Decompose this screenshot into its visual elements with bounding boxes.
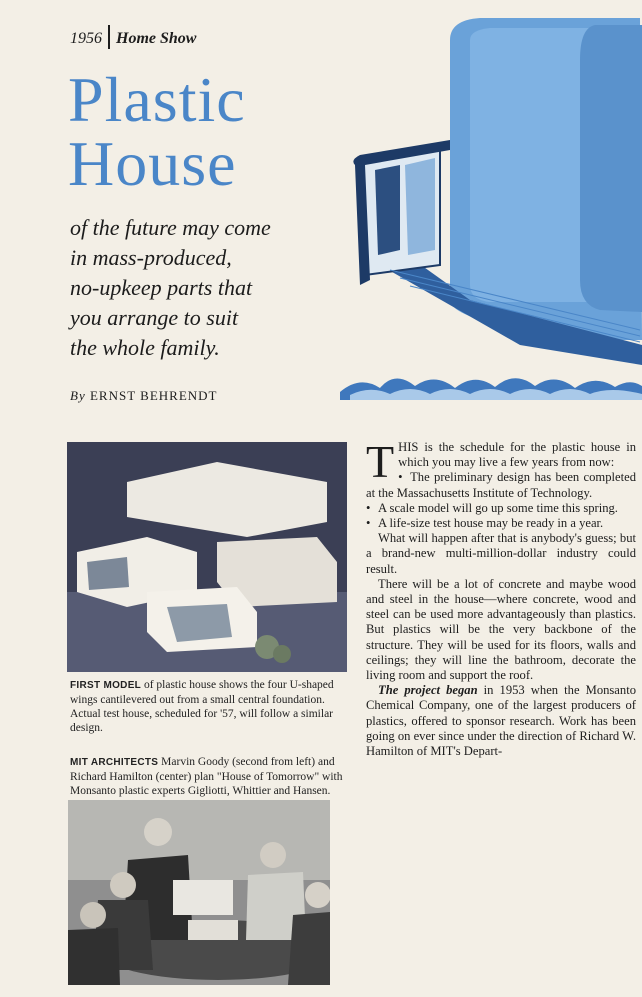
byline-by: By bbox=[70, 388, 86, 403]
body-bullet bbox=[366, 501, 636, 516]
header-section: Home Show bbox=[116, 30, 197, 47]
header-divider bbox=[108, 25, 110, 49]
body-paragraph: What will happen after that is anybody's guess; but a brand-new multi-million-dollar industry could result. bbox=[366, 531, 636, 576]
mit-architects-caption bbox=[70, 755, 346, 798]
first-model-photo bbox=[67, 442, 347, 672]
plastic-house-illustration bbox=[340, 0, 642, 400]
drop-cap: T bbox=[366, 436, 395, 487]
paragraph-text: in 1953 when the Monsanto Chemical Company, one of the largest producers of plastics, offered to sponsor research. Work has been going on ever since under the direction of Richard W. Hamilton of MIT's Depart- bbox=[366, 683, 636, 759]
body-bullet bbox=[366, 470, 636, 500]
body-paragraph bbox=[366, 683, 636, 759]
dek-line: you arrange to suit bbox=[70, 305, 239, 330]
mit-architects-photo bbox=[68, 800, 330, 985]
dek-line: no-upkeep parts that bbox=[70, 275, 253, 300]
paragraph-lead: The project began bbox=[378, 683, 478, 698]
page-header bbox=[70, 25, 196, 49]
bullet-text: A scale model will go up some time this spring. bbox=[378, 500, 618, 515]
article-dek bbox=[70, 213, 360, 363]
caption-text: Marvin Goody (second from left) and Richard Hamilton (center) plan "House of Tomorrow" with Monsanto plastic experts Gigliotti, Whittier and Hansen. bbox=[70, 756, 343, 797]
bullet-glyph: • bbox=[366, 516, 371, 531]
dek-line: of the future may come bbox=[70, 215, 271, 240]
title-line-1: Plastic bbox=[68, 64, 246, 135]
caption-text: of plastic house shows the four U-shaped wings cantilevered out from a small central foundation. Actual test house, scheduled for '57, will follow a similar design. bbox=[70, 679, 334, 734]
caption-lead: MIT ARCHITECTS bbox=[70, 757, 159, 768]
article-title bbox=[68, 64, 246, 199]
bullet-text: The preliminary design has been completed at the Massachusetts Institute of Technology. bbox=[366, 470, 636, 500]
body-paragraph: There will be a lot of concrete and maybe wood and steel in the house—where concrete, wood and steel can be used more advantageously than plastics. But plastics will be the very backbone of the structure. They will be used for its floors, walls and ceilings; they will line the bathroom, decorate the living room and support the roof. bbox=[366, 576, 636, 683]
first-model-caption bbox=[70, 678, 346, 735]
article-body bbox=[366, 436, 636, 759]
dek-line: the whole family. bbox=[70, 335, 220, 360]
header-year: 1956 bbox=[70, 30, 102, 47]
caption-lead: FIRST MODEL bbox=[70, 680, 142, 691]
bullet-glyph: • bbox=[398, 470, 403, 485]
byline-author: ERNST BEHRENDT bbox=[89, 388, 218, 403]
byline bbox=[70, 388, 217, 404]
bullet-text: A life-size test house may be ready in a year. bbox=[378, 516, 604, 531]
dek-line: in mass-produced, bbox=[70, 245, 232, 270]
bullet-glyph: • bbox=[366, 500, 371, 515]
title-line-2: House bbox=[68, 128, 237, 199]
body-intro: HIS is the schedule for the plastic house in which you may live a few years from now: bbox=[398, 440, 636, 470]
body-bullet bbox=[366, 516, 636, 531]
